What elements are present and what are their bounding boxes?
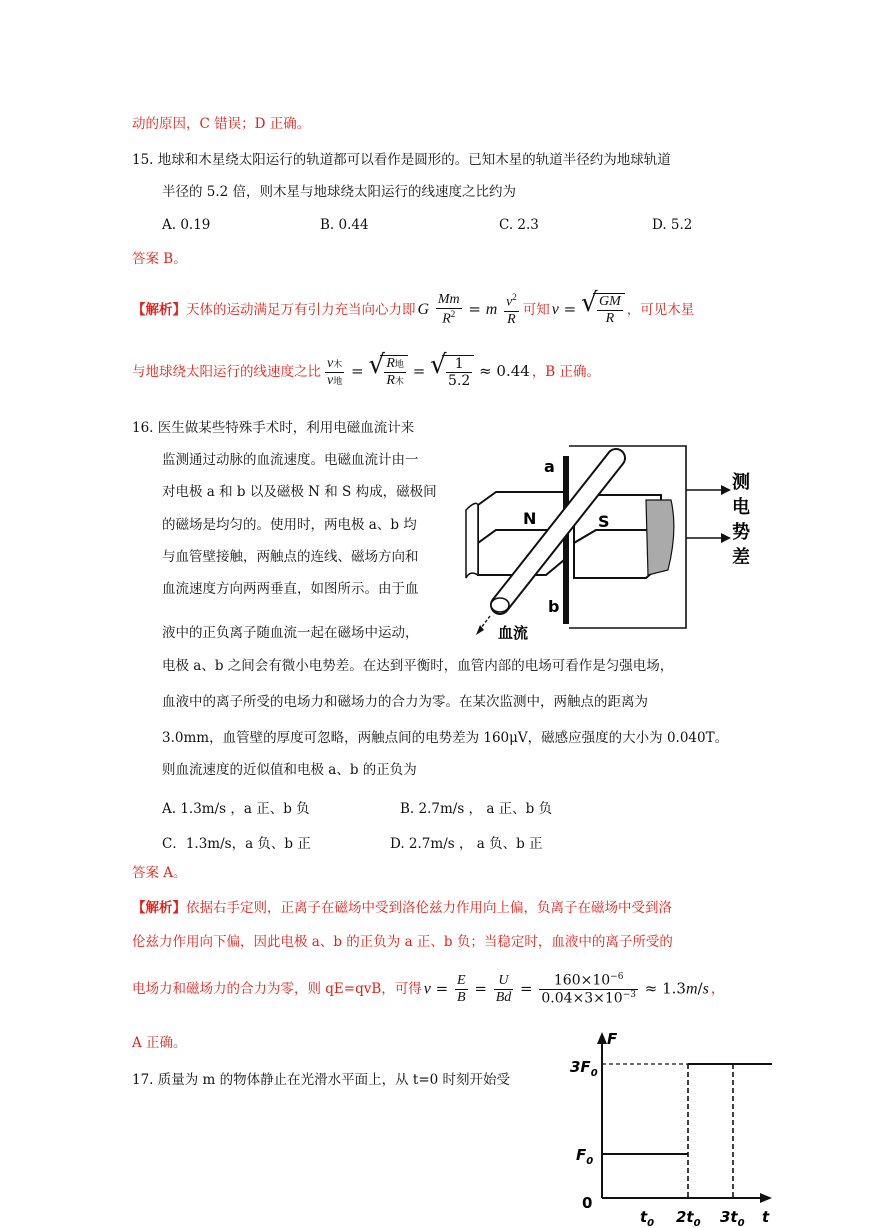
explanation-text: ，B 正确。 [531,364,601,380]
magnet-n-end [466,503,478,578]
explanation-text: ，可见木星 [626,301,695,318]
question-15-stem: 15. 地球和木星绕太阳运行的轨道都可以看作是圆形的。已知木星的轨道半径约为地球轨道 [132,152,671,168]
explanation-text: 与地球绕太阳运行的线速度之比 [132,364,321,380]
x-tick-t0: $t_0$ [640,1208,655,1228]
origin-label: 0 [582,1194,593,1212]
electrode-b-label: b [548,597,560,616]
explanation-tag: 【解析】 [132,301,186,318]
question-16-stem: 16. 医生做某些特殊手术时，利用电磁血流计来 [132,420,415,436]
vessel-opening [491,598,509,612]
explanation-text: 电场力和磁场力的合力为零，则 qE=qvB，可得 [132,981,422,998]
y-tick-f0: $F_0$ [576,1146,594,1167]
q16-option-b: B. 2.7m/s ， a 正、b 负 [400,801,553,817]
explanation-text: 可知 [522,301,550,318]
question-16-stem: 电极 a、b 之间会有微小电势差。在达到平衡时，血管内部的电场可看作是匀强电场， [162,658,674,674]
q15-option-c: C. 2.3 [499,217,539,233]
x-axis-arrow [760,1193,772,1203]
explanation-tag: 【解析】 [132,900,186,916]
question-16-stem: 对电极 a 和 b 以及磁极 N 和 S 构成，磁极间 [162,484,437,500]
question-16-stem: 液中的正负离子随血流一起在磁场中运动， [162,625,419,641]
explanation-text: 天体的运动满足万有引力充当向心力即 [186,301,416,318]
x-tick-2t0: $2t_0$ [676,1208,701,1228]
electrode-a-label: a [544,457,555,476]
explanation-text: ， [710,981,725,998]
magnet-s-end [646,500,674,575]
q16-option-d: D. 2.7m/s ， a 负、b 正 [390,836,543,852]
explanation-16-line1 [132,900,672,916]
text-line: 动的原因，C 错误；D 正确。 [132,116,311,132]
question-16-stem: 3.0mm，血管壁的厚度可忽略，两触点间的电势差为 160μV，磁感应强度的大小为 0.040T。 [162,730,729,746]
magnet-n-label: N [523,509,537,528]
measure-label-char: 差 [732,547,750,568]
answer-15: 答案 B。 [132,251,187,267]
q15-option-b: B. 0.44 [320,217,369,233]
question-17-stem: 17. 质量为 m 的物体静止在光滑水平面上，从 t=0 时刻开始受 [132,1072,511,1088]
q16-option-a: A. 1.3m/s ，a 正、b 负 [162,801,310,817]
explanation-text: 依据右手定则，正离子在磁场中受到洛伦兹力作用向上偏，负离子在磁场中受到洛 [186,900,672,916]
question-16-stem: 则血流速度的近似值和电极 a、b 的正负为 [162,762,417,778]
measure-label-char: 势 [732,522,750,543]
formula-gravity: G $\frac{Mm}{R^2}$ = m $\frac{v^2}{R}$ [417,292,517,327]
answer-16: 答案 A。 [132,865,187,881]
explanation-16-line3 [132,972,724,1007]
question-16-stem: 与血管壁接触，两触点的连线、磁场方向和 [162,549,419,565]
q15-option-a: A. 0.19 [162,217,211,233]
q15-option-d: D. 5.2 [652,217,693,233]
x-tick-3t0: $3t_0$ [720,1208,745,1228]
explanation-15-line2 [132,355,600,389]
measure-label-char: 电 [732,497,750,518]
formula-flow-speed: v = $\frac{E}{B}$ = $\frac{U}{Bd}$ = $\frac{160\times 10^{-6}}{0.04\times 3\times 10^{-3}}$ ≈ 1.3m/s [423,972,709,1007]
formula-ratio: $\frac{\text{v木}}{\text{v地}}$ = √ $\frac{\text{R地}}{\text{R木}}$ = √ $\frac{1}{5.2}$ ≈ 0.44 [323,355,530,389]
y-tick-3f0: $3F_0$ [570,1058,598,1079]
arrow-head [721,533,731,543]
explanation-16-line4: A 正确。 [132,1035,187,1051]
formula-velocity: v = √ $\frac{GM}{R}$ [552,293,625,327]
y-axis-label: F [607,1030,618,1048]
measure-label-char: 测 [732,472,750,493]
arrow-head [721,485,731,495]
question-16-stem: 的磁场是均匀的。使用时，两电极 a、b 均 [162,517,417,533]
question-16-stem: 监测通过动脉的血流速度。电磁血流计由一 [162,452,419,468]
y-axis-arrow [597,1032,607,1044]
magnet-s-label: S [598,512,610,531]
flow-label: 血流 [498,624,529,642]
flowmeter-figure [456,420,756,645]
question-16-stem: 血液中的离子所受的电场力和磁场力的合力为零。在某次监测中，两触点的距离为 [162,694,648,710]
explanation-15-line1 [132,292,694,328]
q16-option-c: C．1.3m/s，a 负、b 正 [162,836,311,852]
x-axis-label: t [762,1208,770,1226]
explanation-16-line2: 伦兹力作用向下偏，因此电极 a、b 的正负为 a 正、b 负；当稳定时，血液中的离子所受的 [132,934,673,950]
question-15-stem-cont: 半径的 5.2 倍，则木星与地球绕太阳运行的线速度之比约为 [162,184,517,200]
question-16-stem: 血流速度方向两两垂直，如图所示。由于血 [162,581,419,597]
force-time-graph [560,1030,790,1228]
